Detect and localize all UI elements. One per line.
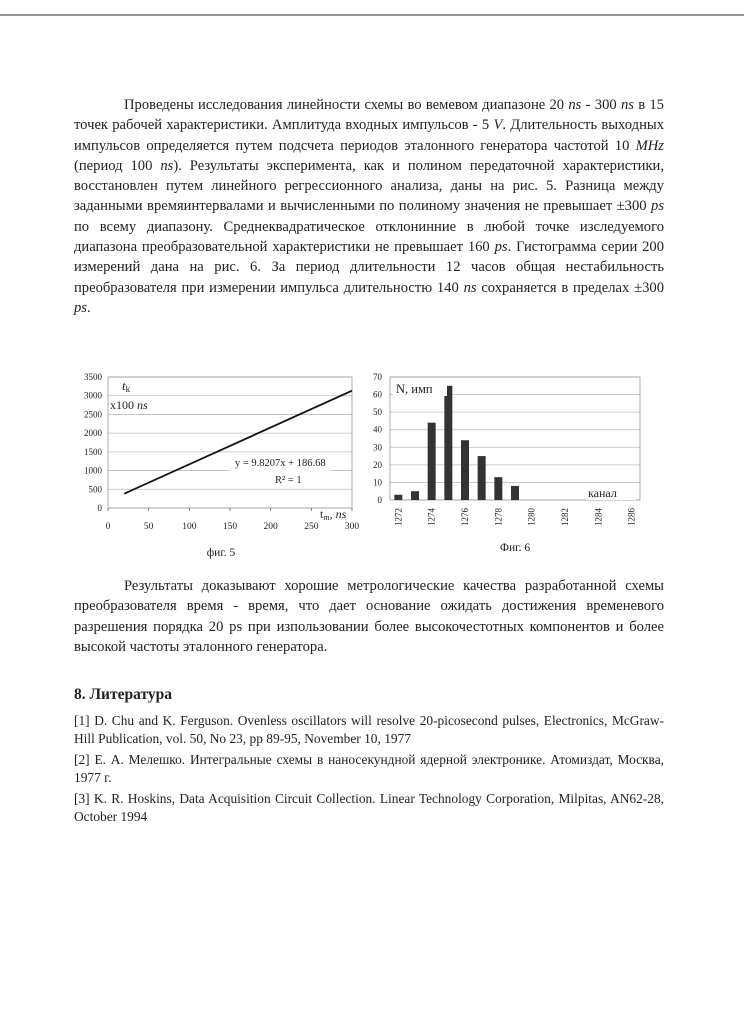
paragraph-text-run: в 15 точек рабочей характеристики. Амплитуда входных импульсов - 5 — [74, 97, 664, 134]
x-axis-label-unit: , ns — [329, 507, 347, 521]
reference-item-3: [3] K. R. Hoskins, Data Acquisition Circuit Collection. Linear Technology Corporation, Milpitas, AN62-28, October 1994 — [74, 790, 664, 825]
x-tick-label: 1274 — [426, 508, 437, 526]
y-tick-label: 500 — [88, 484, 102, 495]
y-tick-label: 40 — [373, 424, 382, 435]
unit-text: ns — [160, 157, 174, 174]
paragraph-text-run: сохраняется в пределах ±300 — [476, 279, 665, 296]
figure-6-histogram — [373, 372, 640, 554]
x-tick-label: 1278 — [493, 508, 504, 526]
histogram-bar — [494, 477, 502, 500]
y-tick-label: 3500 — [84, 372, 102, 382]
y-tick-label: 10 — [373, 477, 382, 488]
histogram-bar — [394, 495, 402, 500]
y-tick-label: 2000 — [84, 428, 102, 439]
section-heading-literature: 8. Литература — [74, 686, 172, 703]
paragraph-text-run: Проведены исследования линейности схемы во вемевом диапазоне 20 — [124, 97, 569, 113]
x-tick-label: 1276 — [460, 508, 470, 526]
y-axis-unit-text: ns — [137, 398, 148, 412]
r-squared-label: R² = 1 — [275, 475, 302, 486]
x-tick-label: 0 — [105, 522, 111, 532]
paragraph-text-run: . Гистограмма серии 200 измерений дана на рис. 6. За период длительности 12 часов общая нестабильность преобразователя при измерении импульса длительностю 140 — [74, 239, 664, 296]
x-axis-label-main: t — [320, 507, 324, 521]
x-tick-label: 1280 — [526, 508, 537, 526]
y-tick-label: 50 — [373, 407, 382, 418]
histogram-bar — [461, 440, 469, 500]
x-axis-label — [320, 507, 347, 522]
x-tick-label: 150 — [222, 522, 238, 532]
unit-text: ps — [494, 239, 508, 256]
unit-text: ps — [74, 299, 87, 316]
histogram-bar — [444, 386, 452, 500]
x-tick-label: 50 — [143, 522, 154, 532]
paragraph-text-run: . Длительность выходных импульсов определяется путем подсчета периодов эталонного генератора частотой 10 — [74, 117, 664, 154]
x-axis-label-sub: m — [323, 513, 330, 522]
y-axis-unit — [110, 398, 148, 412]
x-tick-label: 1282 — [560, 508, 570, 526]
y-tick-label: 30 — [373, 442, 382, 453]
y-axis-label-sub: k — [125, 384, 131, 394]
paragraph-text-run: ). Результаты эксперимента, как и полином передаточной характеристики, восстановлен путем линейного регрессионного анализа, даны на рис. 5. Разница между заданными времяинтервалами и вычисленными по полиному значения не превышает ±300 — [74, 157, 664, 215]
paragraph-text-run: - 300 — [581, 97, 621, 113]
histogram-bar — [511, 486, 519, 500]
x-tick-label: 1272 — [393, 508, 404, 526]
unit-text: V — [493, 117, 503, 134]
reference-item-1: [1] D. Chu and K. Ferguson. Ovenless oscillators will resolve 20-picosecond pulses, Electronics, McGraw-Hill Publication, vol. 50, No 23, pp 89-95, November 10, 1977 — [74, 713, 664, 747]
x-axis-label: канал — [588, 486, 617, 500]
unit-text: ns — [568, 97, 582, 113]
figure-6-caption: Фиг. 6 — [499, 542, 531, 554]
unit-text: ps — [651, 198, 664, 215]
reference-item-2: [2] Е. А. Мелешко. Интегральные схемы в наносекундной ядерной электронике. Атомиздат, Москва, 1977 г. — [74, 751, 664, 786]
y-tick-label: 70 — [373, 372, 382, 382]
unit-text: ns — [463, 279, 477, 296]
paragraph-text-run: (период 100 — [74, 157, 161, 174]
x-tick-label: 300 — [344, 522, 360, 532]
paragraph-text-run: . — [86, 299, 91, 316]
x-tick-label: 100 — [182, 522, 197, 532]
x-tick-label: 200 — [263, 522, 278, 532]
y-tick-label: 60 — [373, 389, 382, 400]
y-tick-label: 2500 — [84, 409, 102, 420]
x-tick-label: 1286 — [626, 508, 637, 526]
reference-list — [74, 712, 664, 828]
y-tick-label: 1500 — [84, 446, 102, 457]
histogram-bar — [428, 423, 436, 500]
unit-text: MHz — [635, 137, 664, 154]
y-tick-label: 1000 — [84, 465, 102, 476]
y-axis-label — [122, 378, 131, 394]
y-axis-unit-prefix: x100 — [110, 398, 137, 412]
y-axis-label-main: t — [122, 378, 126, 393]
x-tick-label: 1284 — [593, 508, 604, 526]
x-tick-label: 250 — [304, 522, 319, 532]
y-tick-label: 0 — [97, 503, 102, 513]
figure-5-caption: фиг. 5 — [206, 547, 236, 559]
y-tick-label: 3000 — [84, 390, 102, 401]
regression-equation: y = 9.8207x + 186.68 — [235, 458, 326, 469]
histogram-bar — [411, 491, 419, 500]
histogram-bar — [478, 456, 486, 500]
y-axis-label: N, имп — [396, 382, 433, 396]
paragraph-text-run: по всему диапазону. Среднеквадратическое отклонинние в любой точке изследуемого диапазона преобразовательной характеристики не превышает 160 — [74, 218, 664, 256]
plot-area-frame — [108, 377, 352, 508]
unit-text: ns — [620, 97, 634, 113]
figure-5-line-chart — [84, 372, 359, 559]
y-tick-label: 20 — [373, 459, 382, 470]
y-tick-label: 0 — [377, 495, 382, 505]
paragraph-conclusion: Результаты доказывают хорошие метрологические качества разработанной схемы преобразователя время - время, что дает основание ожидать достижения временевого разрешения порядка 20 ps при изпользовании более высокочестотных компонентов и более высокой частоты эталонного генератора. — [74, 578, 664, 655]
